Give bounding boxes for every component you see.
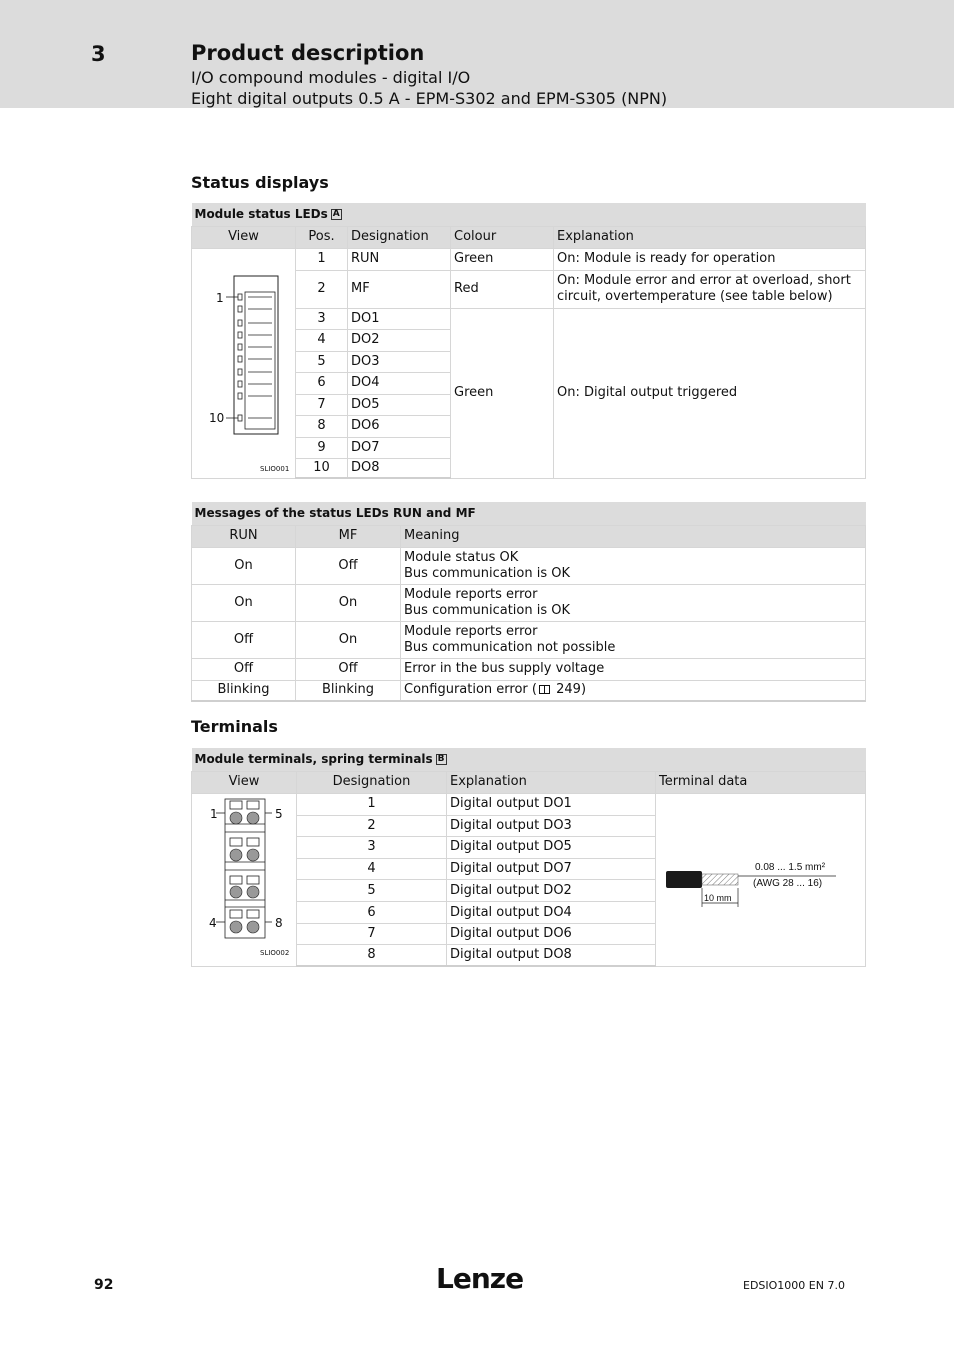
meaning-line: Module status OK bbox=[404, 549, 519, 565]
designation-cell: 7 bbox=[297, 924, 447, 945]
chapter-title: Product description bbox=[191, 41, 425, 65]
terminals-table-caption: Module terminals, spring terminals B bbox=[192, 748, 866, 771]
figure-code-slio001: SLIO001 bbox=[260, 464, 290, 473]
colour-cell: Green bbox=[451, 248, 554, 270]
caption-mark-b: B bbox=[437, 754, 445, 765]
designation-cell: DO2 bbox=[348, 329, 451, 351]
caption-mark-a: A bbox=[332, 209, 340, 220]
pos-cell: 2 bbox=[296, 270, 348, 308]
lenze-logo: Lenze bbox=[436, 1262, 524, 1295]
terminal-data-figure bbox=[656, 793, 866, 966]
group-colour-cell: Green bbox=[451, 308, 554, 478]
table-row bbox=[192, 658, 866, 680]
terminal-view-figure bbox=[192, 793, 297, 966]
run-cell: Off bbox=[192, 621, 296, 658]
explanation-cell: Digital output DO3 bbox=[447, 815, 656, 836]
designation-cell: MF bbox=[348, 270, 451, 308]
pos-cell: 8 bbox=[296, 415, 348, 437]
col-explanation: Explanation bbox=[447, 771, 656, 793]
explanation-cell: On: Module is ready for operation bbox=[554, 248, 866, 270]
meaning-line: Bus communication not possible bbox=[404, 639, 616, 655]
pos-cell: 9 bbox=[296, 437, 348, 458]
designation-cell: 6 bbox=[297, 902, 447, 924]
col-run: RUN bbox=[192, 525, 296, 547]
meaning-cell bbox=[401, 584, 866, 621]
designation-cell: 1 bbox=[297, 793, 447, 815]
explanation-cell: Digital output DO2 bbox=[447, 879, 656, 901]
table-row bbox=[192, 584, 866, 621]
meaning-line: Bus communication is OK bbox=[404, 565, 571, 581]
meaning-line: Bus communication is OK bbox=[404, 602, 571, 618]
document-id: EDSIO1000 EN 7.0 bbox=[743, 1279, 845, 1292]
explanation-cell: Digital output DO5 bbox=[447, 836, 656, 858]
designation-cell: DO1 bbox=[348, 308, 451, 329]
mf-cell: On bbox=[296, 584, 401, 621]
run-cell: On bbox=[192, 584, 296, 621]
meaning-line: Module reports error bbox=[404, 586, 538, 602]
meaning-cell: Error in the bus supply voltage bbox=[401, 658, 866, 680]
table-row bbox=[192, 547, 866, 584]
colour-cell: Red bbox=[451, 270, 554, 308]
meaning-cell bbox=[401, 547, 866, 584]
meaning-line: Module reports error bbox=[404, 623, 538, 639]
subtitle-2: Eight digital outputs 0.5 A - EPM-S302 and EPM-S305 (NPN) bbox=[191, 89, 668, 108]
explanation-cell: Digital output DO8 bbox=[447, 945, 656, 966]
run-cell: On bbox=[192, 547, 296, 584]
terminal-label-1: 1 bbox=[210, 806, 218, 821]
col-terminal-data: Terminal data bbox=[656, 771, 866, 793]
led-label-top: 1 bbox=[216, 290, 224, 305]
book-reference-icon bbox=[539, 685, 550, 694]
terminals-heading: Terminals bbox=[191, 717, 278, 736]
module-terminals-table bbox=[191, 748, 866, 967]
mf-cell: Blinking bbox=[296, 680, 401, 701]
col-view: View bbox=[192, 226, 296, 248]
wire-awg: (AWG 28 ... 16) bbox=[753, 877, 823, 889]
run-cell: Blinking bbox=[192, 680, 296, 701]
run-cell: Off bbox=[192, 658, 296, 680]
module-status-leds-table bbox=[191, 203, 866, 479]
table-row bbox=[192, 680, 866, 701]
terminal-label-4: 4 bbox=[209, 915, 217, 930]
chapter-number: 3 bbox=[91, 42, 106, 66]
pos-cell: 3 bbox=[296, 308, 348, 329]
led-label-bottom: 10 bbox=[209, 410, 225, 425]
pos-cell: 6 bbox=[296, 372, 348, 394]
col-pos: Pos. bbox=[296, 226, 348, 248]
col-colour: Colour bbox=[451, 226, 554, 248]
explanation-cell: On: Module error and error at overload, short circuit, overtemperature (see table below) bbox=[554, 270, 866, 308]
designation-cell: 8 bbox=[297, 945, 447, 966]
figure-code-slio002: SLIO002 bbox=[260, 948, 290, 957]
col-meaning: Meaning bbox=[401, 525, 866, 547]
pos-cell: 5 bbox=[296, 351, 348, 372]
page-number: 92 bbox=[94, 1277, 114, 1293]
page-reference[interactable]: 249) bbox=[556, 682, 587, 698]
designation-cell: DO4 bbox=[348, 372, 451, 394]
designation-cell: 2 bbox=[297, 815, 447, 836]
leds-table-caption: Module status LEDs A bbox=[192, 203, 866, 226]
designation-cell: DO3 bbox=[348, 351, 451, 372]
led-module-drawing bbox=[192, 249, 295, 477]
wire-cross-section: 0.08 ... 1.5 mm² bbox=[755, 861, 826, 873]
meaning-text: Configuration error ( bbox=[404, 682, 537, 698]
led-messages-table bbox=[191, 502, 866, 702]
terminal-label-8: 8 bbox=[275, 915, 283, 930]
led-view-figure bbox=[192, 248, 296, 478]
col-view: View bbox=[192, 771, 297, 793]
subtitle-1: I/O compound modules - digital I/O bbox=[191, 68, 471, 87]
group-explanation-cell: On: Digital output triggered bbox=[554, 308, 866, 478]
explanation-cell: Digital output DO6 bbox=[447, 924, 656, 945]
pos-cell: 10 bbox=[296, 458, 348, 478]
col-designation: Designation bbox=[348, 226, 451, 248]
designation-cell: DO8 bbox=[348, 458, 451, 478]
table-row bbox=[192, 793, 866, 815]
mf-cell: On bbox=[296, 621, 401, 658]
mf-cell: Off bbox=[296, 658, 401, 680]
designation-cell: DO6 bbox=[348, 415, 451, 437]
designation-cell: RUN bbox=[348, 248, 451, 270]
strip-length: 10 mm bbox=[704, 892, 732, 903]
messages-table-caption: Messages of the status LEDs RUN and MF bbox=[192, 502, 866, 525]
designation-cell: 4 bbox=[297, 858, 447, 879]
designation-cell: DO5 bbox=[348, 394, 451, 415]
pos-cell: 7 bbox=[296, 394, 348, 415]
meaning-cell bbox=[401, 680, 866, 701]
explanation-cell: Digital output DO7 bbox=[447, 858, 656, 879]
table-row bbox=[192, 621, 866, 658]
mf-cell: Off bbox=[296, 547, 401, 584]
pos-cell: 4 bbox=[296, 329, 348, 351]
designation-cell: 3 bbox=[297, 836, 447, 858]
terminal-label-5: 5 bbox=[275, 806, 283, 821]
pos-cell: 1 bbox=[296, 248, 348, 270]
col-explanation: Explanation bbox=[554, 226, 866, 248]
col-designation: Designation bbox=[297, 771, 447, 793]
designation-cell: 5 bbox=[297, 879, 447, 901]
designation-cell: DO7 bbox=[348, 437, 451, 458]
meaning-cell bbox=[401, 621, 866, 658]
table-row bbox=[192, 248, 866, 270]
col-mf: MF bbox=[296, 525, 401, 547]
explanation-cell: Digital output DO4 bbox=[447, 902, 656, 924]
explanation-cell: Digital output DO1 bbox=[447, 793, 656, 815]
status-displays-heading: Status displays bbox=[191, 173, 329, 192]
